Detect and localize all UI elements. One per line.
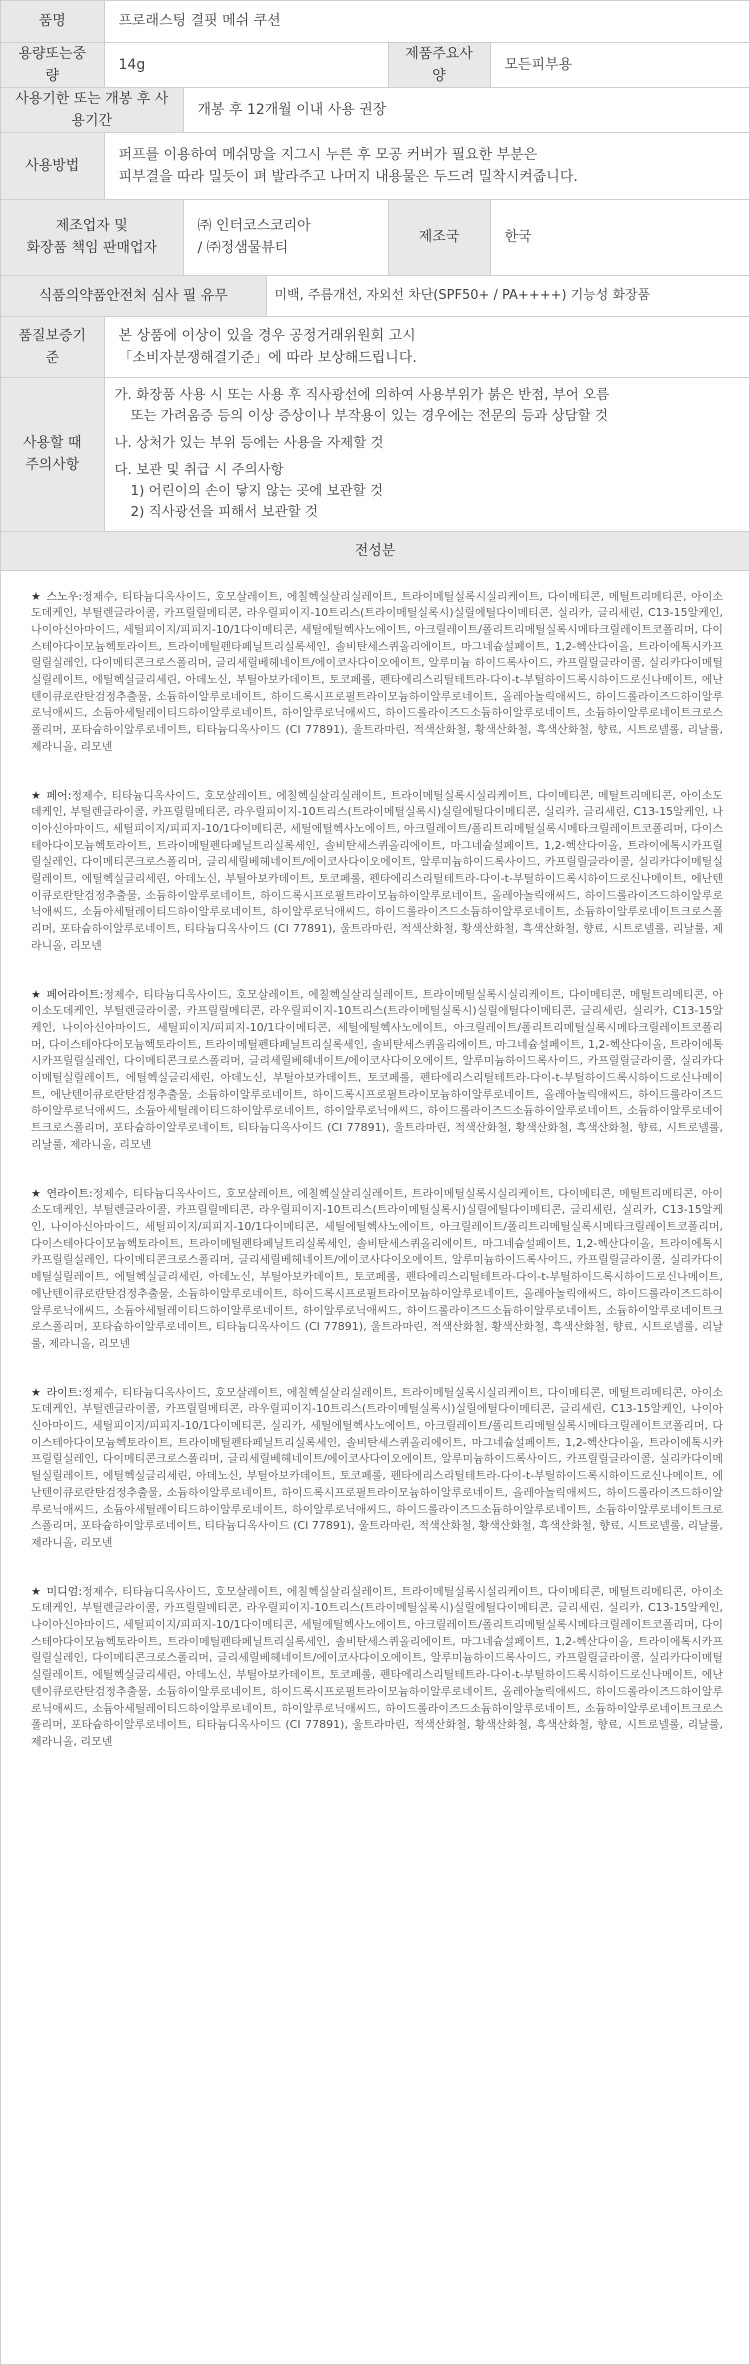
ingredient-block-fair-light <box>31 987 723 1154</box>
ingredient-text: 정제수, 티타늄디옥사이드, 호모살레이트, 에칠헥실살리실레이트, 트라이메틸실록시실리케이트, 다이메티콘, 메틸트리메티콘, 아이소도데케인, 부틸렌글라이콜, 카프릴릴메티콘, 라우릴피이지-10트리스(트라이메틸실록시)실릴에틸다이메티콘, 글리세린, 실리카, C13-15알케인, 나이아신아마이드, 세틸피이지/피피지-10/1다이메티콘, 세틸에틸헥사노에이트, 아크릴레이트/폴리트리메틸실록시메타크릴레이트코폴리머, 다이스테아다이모늄헥토라이트, 트라이메틸펜타페닐트리실록세인, 솔비탄세스퀴올리에이트, 마그네슘설페이트, 1,2-헥산다이올, 트라이에톡시카프릴릴실레인, 다이메티콘크로스폴리머, 글리세릴베헤네이트/에이코사다이오에이트, 알루미늄하이드록사이드, 카프릴릴글라이콜, 실리카다이메틸실릴레이트, 에틸헥실글리세린, 아데노신, 부틸아보카데이트, 토코페롤, 펜타에리스리틸테트라-다이-t-부틸하이드록시하이드로신나메이트, 에난텐이큐로란탄검정추출물, 소듐하이알루로네이트, 하이드록시프로필트라이모늄하이알루로네이트, 올레아놀릭애씨드, 하이드롤라이즈드하이알루로닉애씨드, 소듐아세틸레이티드하이알루로네이트, 하이알루로닉애씨드, 하이드롤라이즈드소듐하이알루로네이트, 소듐하이알루로네이트크로스폴리머, 포타슘하이알루로네이트, 티타늄디옥사이드 (CI 77891), 울트라마린, 적색산화철, 황색산화철, 흑색산화철, 향료, 시트로넬롤, 리날룰, 제라니올, 리모넨 <box>31 987 723 1151</box>
usage-label: 사용방법 <box>1 132 104 199</box>
ingredient-text: 정제수, 티타늄디옥사이드, 호모살레이트, 에칠헥실살리실레이트, 트라이메틸실록시실리케이트, 다이메티콘, 메틸트리메티콘, 아이소도데케인, 부틸렌글라이콜, 카프릴릴메티콘, 라우릴피이지-10트리스(트라이메틸실록시)실릴에틸다이메티콘, 실리카, 글리세린, C13-15알케인, 나이아신아마이드, 세틸피이지/피피지-10/1다이메티콘, 세틸에틸헥사노에이트, 아크릴레이트/폴리트리메틸실록시메타크릴레이트코폴리머, 다이스테아다이모늄헥토라이트, 트라이메틸펜타페닐트리실록세인, 솔비탄세스퀴올리에이트, 마그네슘설페이트, 1,2-헥산다이올, 트라이에톡시카프릴릴실레인, 다이메티콘크로스폴리머, 글리세릴베헤네이트/에이코사다이오에이트, 알루미늄하이드록사이드, 카프릴릴글라이콜, 실리카다이메틸실릴레이트, 에틸헥실글리세린, 아데노신, 부틸아보카데이트, 토코페롤, 펜타에리스리틸테트라-다이-t-부틸하이드록시하이드로신나메이트, 에난텐이큐로란탄검정추출물, 소듐하이알루로네이트, 하이드록시프로필트라이모늄하이알루로네이트, 올레아놀릭애씨드, 하이드롤라이즈드하이알루로닉애씨드, 소듐아세틸레이티드하이알루로네이트, 하이알루로닉애씨드, 하이드롤라이즈드소듐하이알루로네이트, 소듐하이알루로네이트크로스폴리머, 포타슘하이알루로네이트, 티타늄디옥사이드 (CI 77891), 울트라마린, 적색산화철, 황색산화철, 흑색산화철, 향료, 시트로넬롤, 리날룰, 제라니올, 리모넨 <box>31 788 723 952</box>
ingredient-text: 정제수, 티타늄디옥사이드, 호모살레이트, 에칠헥실살리실레이트, 트라이메틸실록시실리케이트, 다이메티콘, 메틸트리메티콘, 아이소도데케인, 부틸렌글라이콜, 카프릴릴메티콘, 라우릴피이지-10트리스(트라이메틸실록시)실릴에틸다이메티콘, 글리세린, 실리카, C13-15알케인, 나이아신아마이드, 세틸피이지/피피지-10/1다이메티콘, 세틸에틸헥사노에이트, 아크릴레이트/폴리트리메틸실록시메타크릴레이트코폴리머, 다이스테아다이모늄헥토라이트, 트라이메틸펜타페닐트리실록세인, 솔비탄세스퀴올리에이트, 마그네슘설페이트, 1,2-헥산다이올, 트라이에톡시카프릴릴실레인, 다이메티콘크로스폴리머, 글리세릴베헤네이트/에이코사다이오에이트, 알루미늄하이드록사이드, 카프릴릴글라이콜, 실리카다이메틸실릴레이트, 에틸헥실글리세린, 아데노신, 부틸아보카데이트, 토코페롤, 펜타에리스리틸테트라-다이-t-부틸하이드록시하이드로신나메이트, 에난텐이큐로란탄검정추출물, 소듐하이알루로네이트, 하이드록시프로필트라이모늄하이알루로네이트, 올레아놀릭애씨드, 하이드롤라이즈드하이알루로닉애씨드, 소듐아세틸레이티드하이알루로네이트, 하이알루로닉애씨드, 하이드롤라이즈드소듐하이알루로네이트, 소듐하이알루로네이트크로스폴리머, 포타슘하이알루로네이트, 티타늄디옥사이드 (CI 77891), 울트라마린, 적색산화철, 황색산화철, 흑색산화철, 향료, 시트로넬롤, 리날룰, 제라니올, 리모넨 <box>31 1186 723 1350</box>
volume-value: 14g <box>104 42 388 87</box>
row-maker <box>1 199 749 275</box>
skin-type-label: 제품주요사양 <box>388 42 490 87</box>
caution-value <box>104 377 749 531</box>
caution-label-line-2: 주의사항 <box>25 457 80 473</box>
warranty-value <box>104 316 749 377</box>
caution-da: 다. 보관 및 취급 시 주의사항 <box>114 462 284 478</box>
ingredient-block-light <box>31 1385 723 1552</box>
volume-label: 용량또는중량 <box>1 42 104 87</box>
ingredient-shade-name: ★ 연라이트: <box>31 1186 93 1200</box>
ingredient-shade-name: ★ 페어라이트: <box>31 987 104 1001</box>
ingredient-shade-name: ★ 페어: <box>31 788 72 802</box>
caution-ga-line-2: 또는 가려움증 등의 이상 증상이나 부작용이 있는 경우에는 전문의 등과 상담할 것 <box>130 408 609 424</box>
expiry-label: 사용기한 또는 개봉 후 사용기간 <box>1 87 183 132</box>
row-usage <box>1 132 749 199</box>
caution-da-1: 1) 어린이의 손이 닿지 않는 곳에 보관할 것 <box>130 483 384 499</box>
ingredient-block-snow <box>31 589 723 756</box>
ingredient-shade-name: ★ 미디엄: <box>31 1584 83 1598</box>
country-label: 제조국 <box>388 199 490 275</box>
skin-type-value: 모든피부용 <box>490 42 749 87</box>
usage-line-1: 퍼프를 이용하여 메쉬망을 지그시 누른 후 모공 커버가 필요한 부분은 <box>118 146 538 163</box>
ingredient-text: 정제수, 티타늄디옥사이드, 호모살레이트, 에칠헥실살리실레이트, 트라이메틸실록시실리케이트, 다이메티콘, 메틸트리메티콘, 아이소도데케인, 부틸렌글라이콜, 카프릴릴메티콘, 라우릴피이지-10트리스(트라이메틸실록시)실릴에틸다이메티콘, 실리카, 글리세린, C13-15알케인, 나이아신아마이드, 세틸피이지/피피지-10/1다이메티콘, 세틸에틸헥사노에이트, 아크릴레이트/폴리트리메틸실록시메타크릴레이트코폴리머, 다이스테아다이모늄헥토라이트, 트라이메틸펜타페닐트리실록세인, 솔비탄세스퀴올리에이트, 마그네슘설페이트, 1,2-헥산다이올, 트라이에톡시카프릴릴실레인, 다이메티콘크로스폴리머, 글리세릴베헤네이트/에이코사다이오에이트, 알루미늄 하이드록사이드, 카프릴릴글라이콜, 실리카다이메틸실릴레이트, 에틸헥실글리세린, 아데노신, 부틸아보카데이트, 토코페롤, 펜타에리스리틸테트라-다이-t-부틸하이드록시하이드로신나메이트, 에난텐이큐로란탄검정추출물, 소듐하이알루로네이트, 하이드록시프로필트라이모늄하이알루로네이트, 올레아놀릭애씨드, 하이드롤라이즈드하이알루로닉애씨드, 소듐아세틸레이티드하이알루로네이트, 하이알루로닉애씨드, 하이드롤라이즈드소듐하이알루로네이트, 소듐하이알루로네이트크로스폴리머, 포타슘하이알루로네이트, 티타늄디옥사이드 (CI 77891), 울트라마린, 적색산화철, 황색산화철, 흑색산화철, 향료, 시트로넬롤, 리날룰, 제라니올, 리모넨 <box>31 589 723 753</box>
maker-line-2: / ㈜정샘물뷰티 <box>197 240 289 256</box>
ingredient-text: 정제수, 티타늄디옥사이드, 호모살레이트, 에칠헥실살리실레이트, 트라이메틸실록시실리케이트, 다이메티콘, 메틸트리메티콘, 아이소도데케인, 부틸렌글라이콜, 카프릴릴메티콘, 라우릴피이지-10트리스(트라이메틸실록시)실릴에틸다이메티콘, 글리세린, C13-15알케인, 나이아신아마이드, 세틸피이지/피피지-10/1다이메티콘, 실리카, 세틸에틸헥사노에이트, 아크릴레이트/폴리트리메틸실록시메타크릴레이트코폴리머, 다이스테아다이모늄헥토라이트, 트라이메틸펜타페닐트리실록세인, 솔비탄세스퀴올리에이트, 마그네슘설페이트, 1,2-헥산다이올, 트라이에톡시카프릴릴실레인, 다이메티콘크로스폴리머, 글리세릴베헤네이트/에이코사다이오에이트, 알루미늄하이드록사이드, 카프릴릴글라이콜, 실리카다이메틸실릴레이트, 에틸헥실글리세린, 아데노신, 부틸아보카데이트, 토코페롤, 펜타에리스리틸테트라-다이-t-부틸하이드록시하이드로신나메이트, 에난텐이큐로란탄검정추출물, 소듐하이알루로네이트, 하이드록시프로필트라이모늄하이알루로네이트, 올레아놀릭애씨드, 하이드롤라이즈드하이알루로닉애씨드, 소듐아세틸레이티드하이알루로네이트, 하이알루로닉애씨드, 하이드롤라이즈드소듐하이알루로네이트, 소듐하이알루로네이트크로스폴리머, 포타슘하이알루로네이트, 티타늄디옥사이드 (CI 77891), 울트라마린, 적색산화철, 황색산화철, 흑색산화철, 향료, 시트로넬롤, 리날룰, 제라니올, 리모넨 <box>31 1385 723 1549</box>
ingredient-shade-name: ★ 라이트: <box>31 1385 83 1399</box>
ingredient-block-medium <box>31 1584 723 1751</box>
ingredient-block-fair <box>31 788 723 955</box>
caution-label-line-1: 사용할 때 <box>22 435 82 451</box>
row-mfds <box>1 275 749 316</box>
ingredient-text: 정제수, 티타늄디옥사이드, 호모살레이트, 에칠헥실살리실레이트, 트라이메틸실록시실리케이트, 다이메티콘, 메틸트리메티콘, 아이소도데케인, 부틸렌글라이콜, 카프릴릴메티콘, 라우릴피이지-10트리스(트라이메틸실록시)실릴에틸다이메티콘, 글리세린, 실리카, C13-15알케인, 나이아신아마이드, 세틸피이지/피피지-10/1다이메티콘, 세틸에틸헥사노에이트, 아크릴레이트/폴리트리메틸실록시메타크릴레이트코폴리머, 다이스테아다이모늄헥토라이트, 트라이메틸펜타페닐트리실록세인, 솔비탄세스퀴올리에이트, 마그네슘설페이트, 1,2-헥산다이올, 트라이에톡시카프릴릴실레인, 다이메티콘크로스폴리머, 글리세릴베헤네이트/에이코사다이오에이트, 알루미늄하이드록사이드, 카프릴릴글라이콜, 실리카다이메틸실릴레이트, 에틸헥실글리세린, 아데노신, 부틸아보카데이트, 토코페롤, 펜타에리스리틸테트라-다이-t-부틸하이드록시하이드로신나메이트, 에난텐이큐로란탄검정추출물, 소듐하이알루로네이트, 하이드록시프로필트라이모늄하이알루로네이트, 올레아놀릭애씨드, 하이드롤라이즈드하이알루로닉애씨드, 소듐아세틸레이티드하이알루로네이트, 하이알루로닉애씨드, 하이드롤라이즈드소듐하이알루로네이트, 소듐하이알루로네이트크로스폴리머, 포타슘하이알루로네이트, 티타늄디옥사이드 (CI 77891), 울트라마린, 적색산화철, 황색산화철, 흑색산화철, 향료, 시트로넬롤, 리날룰, 제라니올, 리모넨 <box>31 1584 723 1748</box>
mfds-value: 미백, 주름개선, 자외선 차단(SPF50+ / PA++++) 기능성 화장품 <box>266 275 749 316</box>
row-caution <box>1 377 749 531</box>
maker-value <box>183 199 388 275</box>
usage-value <box>104 132 749 199</box>
usage-line-2: 피부결을 따라 밀듯이 펴 발라주고 나머지 내용물은 두드려 밀착시켜줍니다. <box>118 168 578 185</box>
mfds-label: 식품의약품안전처 심사 필 유무 <box>1 275 266 316</box>
product-name-value: 프로래스팅 결핏 메쉬 쿠션 <box>104 1 749 42</box>
row-expiry <box>1 87 749 132</box>
caution-label <box>1 377 104 531</box>
warranty-label: 품질보증기준 <box>1 316 104 377</box>
row-warranty <box>1 316 749 377</box>
caution-na: 나. 상처가 있는 부위 등에는 사용을 자제할 것 <box>114 435 384 451</box>
maker-label-line-2: 화장품 책임 판매업자 <box>26 240 158 256</box>
ingredients-list <box>1 571 749 1751</box>
maker-label-line-1: 제조업자 및 <box>55 218 128 234</box>
caution-ga-line-1: 가. 화장품 사용 시 또는 사용 후 직사광선에 의하여 사용부위가 붉은 반점, 부어 오름 <box>114 387 610 403</box>
ingredient-shade-name: ★ 스노우: <box>31 589 83 603</box>
caution-da-2: 2) 직사광선을 피해서 보관할 것 <box>130 504 319 520</box>
row-volume <box>1 42 749 87</box>
maker-line-1: ㈜ 인터코스코리아 <box>197 218 311 234</box>
warranty-line-2: 「소비자분쟁해결기준」에 따라 보상해드립니다. <box>118 349 417 366</box>
expiry-value: 개봉 후 12개월 이내 사용 권장 <box>183 87 749 132</box>
ingredient-block-soft-light <box>31 1186 723 1353</box>
maker-label <box>1 199 183 275</box>
row-product-name <box>1 1 749 42</box>
warranty-line-1: 본 상품에 이상이 있을 경우 공정거래위원회 고시 <box>118 327 416 344</box>
product-info-table <box>1 1 749 532</box>
product-name-label: 품명 <box>1 1 104 42</box>
ingredients-title: 전성분 <box>1 532 749 571</box>
country-value: 한국 <box>490 199 749 275</box>
